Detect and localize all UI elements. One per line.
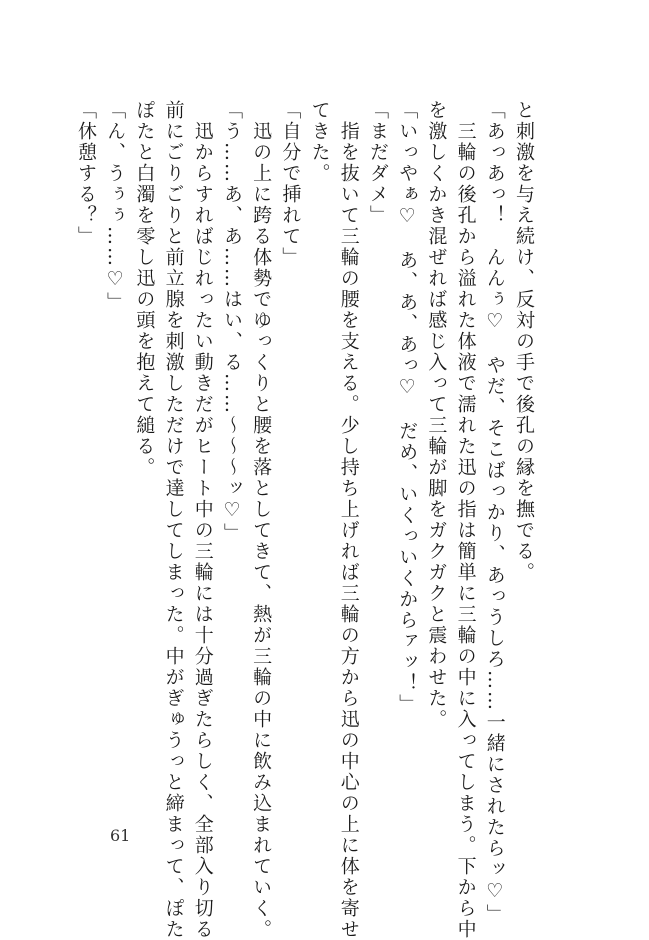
text-line: 「休憩する？」: [74, 100, 97, 247]
text-line: 「ん、うぅぅ……♡」: [104, 100, 127, 313]
text-line: 指を抜いて三輪の腰を支える。少し持ち上げれば三輪の方から迅の中心の上に体を寄せ: [337, 100, 360, 940]
text-line: 「まだダメ」: [366, 100, 389, 226]
text-line: 「いっやぁ♡ あ、あ、あっ♡ だめ、いくっいくからァッ！」: [396, 100, 419, 715]
text-line: 三輪の後孔から溢れた体液で濡れた迅の指は簡単に三輪の中に入ってしまう。下から中: [454, 100, 477, 940]
text-line: 「あっあっ！ んんぅ♡ やだ、そこばっかり、あっうしろ……一緒にされたらッ♡」: [483, 100, 506, 925]
text-line: を激しくかき混ぜれば感じ入って三輪が脚をガクガクと震わせた。: [425, 100, 448, 730]
text-line: 迅からすればじれったい動きだがヒート中の三輪には十分過ぎたらしく、全部入り切る: [191, 100, 214, 940]
text-line: 「う……あ、あ……はい、る……～～～ッ♡」: [220, 100, 243, 544]
text-line: ぽたと白濁を零し迅の頭を抱えて縋る。: [133, 100, 156, 478]
text-line: 迅の上に跨る体勢でゆっくりと腰を落としてきて、熱が三輪の中に飲み込まれていく。: [250, 100, 273, 940]
page-number: 61: [110, 826, 131, 845]
text-line: てきた。: [308, 100, 331, 184]
text-line: と刺激を与え続け、反対の手で後孔の縁を撫でる。: [513, 100, 535, 583]
text-line: 前にごりごりと前立腺を刺激しただけで達してしまった。中がぎゅうっと締まって、ぽた: [162, 100, 185, 940]
text-line: 「自分で挿れて」: [279, 100, 302, 268]
